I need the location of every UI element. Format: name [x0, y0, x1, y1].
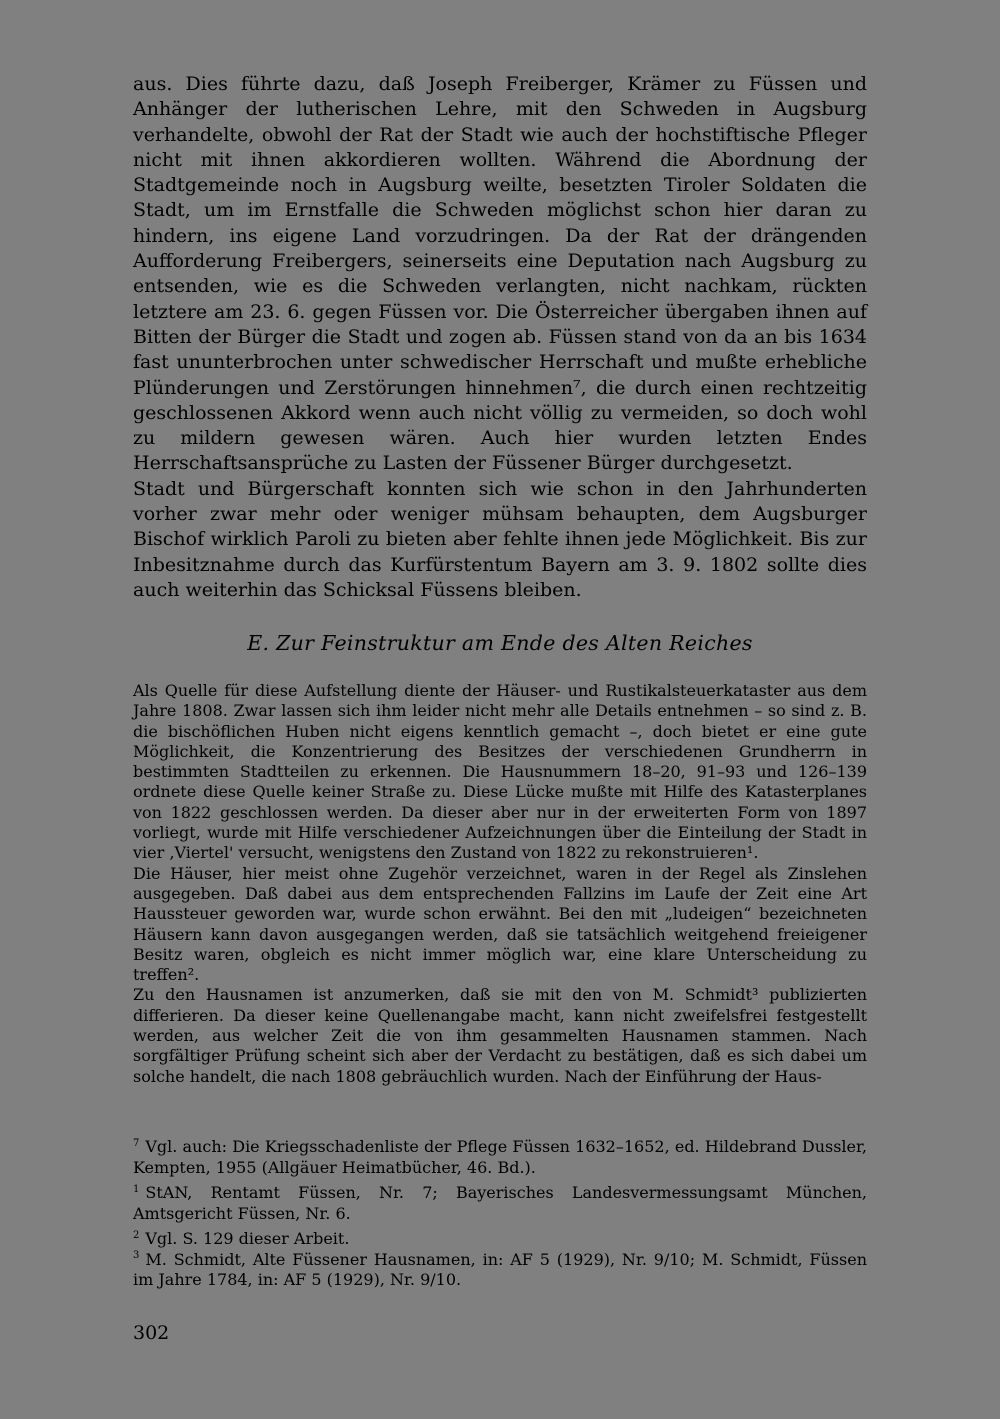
main-text-block [133, 72, 867, 603]
body-paragraph-1: aus. Dies führte dazu, daß Joseph Freiberger, Krämer zu Füssen und Anhänger der lutherischen Lehre, mit den Schweden in Augsburg verhandelte, obwohl der Rat der Stadt wie auch der hochstiftische Pfleger nicht mit ihnen akkordieren wollten. Während die Abordnung der Stadtgemeinde noch in Augsburg weilte, besetzten Tiroler Soldaten die Stadt, um im Ernstfalle die Schweden möglichst schon hier daran zu hindern, ins eigene Land vorzudringen. Da der Rat der drängenden Aufforderung Freibergers, seinerseits eine Deputation nach Augsburg zu entsenden, wie es die Schweden verlangten, nicht nachkam, rückten letztere am 23. 6. gegen Füssen vor. Die Österreicher übergaben ihnen auf Bitten der Bürger die Stadt und zogen ab. Füssen stand von da an bis 1634 fast ununterbrochen unter schwedischer Herrschaft und mußte erhebliche Plünderungen und Zerstörungen hinnehmen⁷, die durch einen rechtzeitig geschlossenen Akkord wenn auch nicht völlig zu vermeiden, so doch wohl zu mildern gewesen wären. Auch hier wurden letzten Endes Herrschaftsansprüche zu Lasten der Füssener Bürger durchgesetzt. [133, 73, 867, 475]
footnote-text: StAN, Rentamt Füssen, Nr. 7; Bayerisches Landesvermessungsamt München, Amtsgericht Füssen, Nr. 6. [133, 1183, 867, 1223]
footnote-mark: 2 [133, 1229, 140, 1241]
section-paragraph-3: Zu den Hausnamen ist anzumerken, daß sie mit den von M. Schmidt³ publizierten differieren. Da dieser keine Quellenangabe macht, kann nicht zweifelsfrei festgestellt werden, aus welcher Zeit die von ihm gesammelten Hausnamen stammen. Nach sorgfältiger Prüfung scheint sich aber der Verdacht zu bestätigen, daß es sich dabei um solche handelt, die nach 1808 gebräuchlich wurden. Nach der Einführung der Haus- [133, 985, 867, 1086]
section-paragraph-2: Die Häuser, hier meist ohne Zugehör verzeichnet, waren in der Regel als Zinslehen ausgegeben. Daß dabei aus dem entsprechenden Fallzins im Laufe der Zeit eine Art Haussteuer geworden war, wurde schon erwähnt. Bei den mit „ludeigen“ bezeichneten Häusern kann davon ausgegangen werden, daß sie tatsächlich weitgehend freieigener Besitz waren, obgleich es nicht immer möglich war, eine klare Unterscheidung zu treffen². [133, 863, 867, 985]
section-paragraph-1: Als Quelle für diese Aufstellung diente der Häuser- und Rustikalsteuerkataster aus dem Jahre 1808. Zwar lassen sich ihm leider nicht mehr alle Details entnehmen – so sind z. B. die bischöflichen Huben nicht eigens kenntlich gemacht –, doch bietet er eine gute Möglichkeit, die Konzentrierung des Besitzes der verschiedenen Grundherrn in bestimmten Stadtteilen zu erkennen. Die Hausnummern 18–20, 91–93 und 126–139 ordnete diese Quelle keiner Straße zu. Diese Lücke mußte mit Hilfe des Katasterplanes von 1822 geschlossen werden. Da dieser aber nur in der erweiterten Form von 1897 vorliegt, wurde mit Hilfe verschiedener Aufzeichnungen über die Einteilung der Stadt in vier ‚Viertel' versucht, wenigstens den Zustand von 1822 zu rekonstruieren¹. [133, 681, 867, 863]
section-heading: E. Zur Feinstruktur am Ende des Alten Reiches [247, 631, 753, 655]
footnote-1 [133, 1183, 867, 1224]
footnote-text: Vgl. S. 129 dieser Arbeit. [145, 1229, 350, 1248]
footnote-mark: 3 [133, 1250, 140, 1262]
footnote-3 [133, 1250, 867, 1291]
footnote-2 [133, 1229, 867, 1250]
footnote-mark: 7 [133, 1137, 140, 1149]
footnote-7 [133, 1137, 867, 1178]
section-text-block [133, 681, 867, 1087]
footnote-text: M. Schmidt, Alte Füssener Hausnamen, in: AF 5 (1929), Nr. 9/10; M. Schmidt, Füssen im Jahre 1784, in: AF 5 (1929), Nr. 9/10. [133, 1249, 867, 1289]
footnote-text: Vgl. auch: Die Kriegsschadenliste der Pflege Füssen 1632–1652, ed. Hildebrand Dussler, Kempten, 1955 (Allgäuer Heimatbücher, 46. Bd.). [133, 1137, 867, 1177]
footnote-mark: 1 [133, 1183, 140, 1195]
body-paragraph-2: Stadt und Bürgerschaft konnten sich wie schon in den Jahrhunderten vorher zwar mehr oder weniger mühsam behaupten, dem Augsburger Bischof wirklich Paroli zu bieten aber fehlte ihnen jede Möglichkeit. Bis zur Inbesitznahme durch das Kurfürstentum Bayern am 3. 9. 1802 sollte dies auch weiterhin das Schicksal Füssens bleiben. [133, 477, 867, 601]
page-number: 302 [133, 1322, 170, 1344]
footnotes [133, 1137, 867, 1296]
